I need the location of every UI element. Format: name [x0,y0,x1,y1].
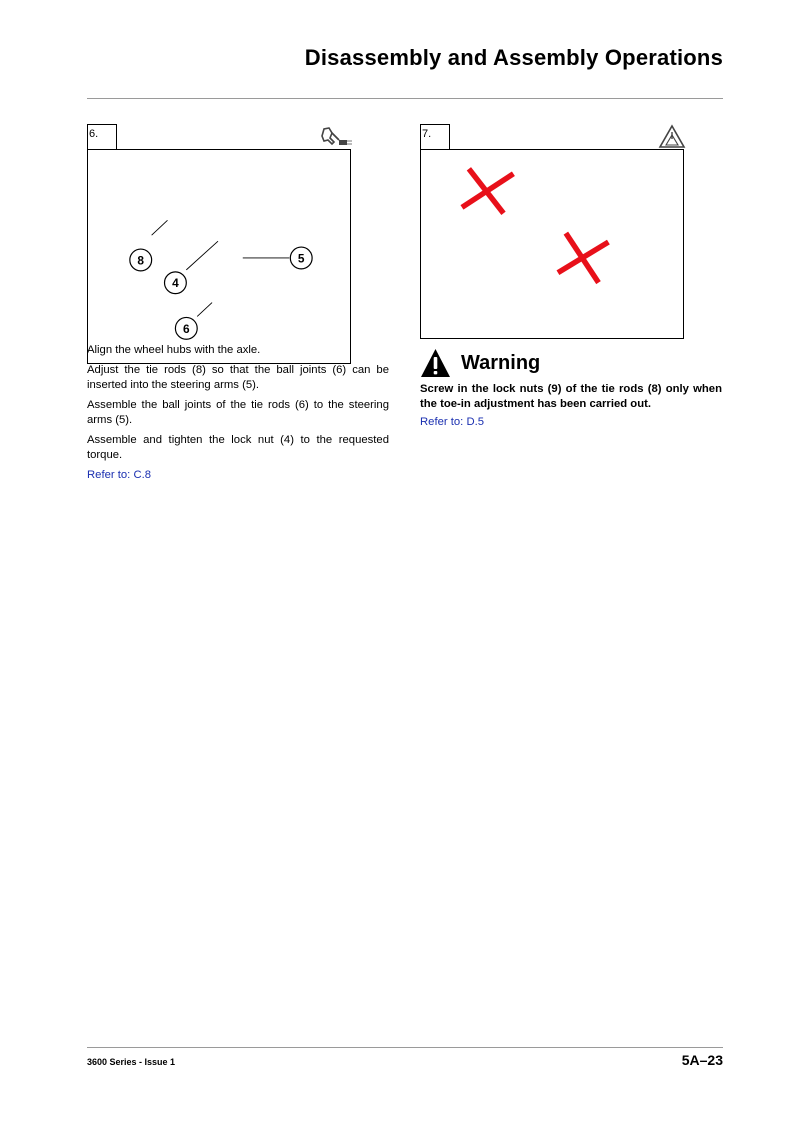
leader-line-4 [186,241,218,270]
leader-line-8 [152,220,168,235]
page-number: 5A–23 [681,1052,723,1068]
warning-title: Warning [461,351,541,374]
warning-icon [420,348,451,378]
step-6-number: 6. [87,124,117,150]
svg-text:6: 6 [183,321,190,336]
torque-wrench-icon [320,124,354,148]
step-6-instructions [87,343,389,488]
svg-text:5: 5 [297,251,305,266]
refer-to-link-d5[interactable]: Refer to: D.5 [420,416,485,428]
step-6-illustration [87,124,351,340]
instruction-paragraph: Assemble and tighten the lock nut (4) to the requested torque. [87,434,389,461]
step-7-number: 7. [420,124,450,150]
callout-4 [165,272,187,294]
svg-text:8: 8 [137,253,145,268]
callout-8 [130,249,152,271]
svg-text:4: 4 [172,276,179,291]
leader-line-6 [197,303,212,317]
header-divider [87,98,723,99]
instruction-paragraph: Adjust the tie rods (8) so that the ball joints (6) can be inserted into the steering arms (5). [87,364,389,391]
callout-5 [290,247,312,269]
refer-to-link-c8[interactable]: Refer to: C.8 [87,469,152,481]
page-title: Disassembly and Assembly Operations [304,45,723,70]
red-cross-mark [462,169,513,214]
red-cross-mark [558,233,608,282]
step-7-illustration [420,124,684,340]
step-6-diagram [87,149,351,364]
step-7-diagram [420,149,684,339]
footer-series: 3600 Series - Issue 1 [87,1057,176,1067]
warning-triangle-icon [658,124,686,149]
instruction-paragraph: Align the wheel hubs with the axle. [87,344,261,356]
instruction-paragraph: Assemble the ball joints of the tie rods (6) to the steering arms (5). [87,399,389,426]
footer-divider [87,1047,723,1048]
warning-text: Screw in the lock nuts (9) of the tie rods (8) only when the toe-in adjustment has been carried out. [420,383,722,410]
callout-6 [175,317,197,339]
warning-heading [420,346,540,380]
